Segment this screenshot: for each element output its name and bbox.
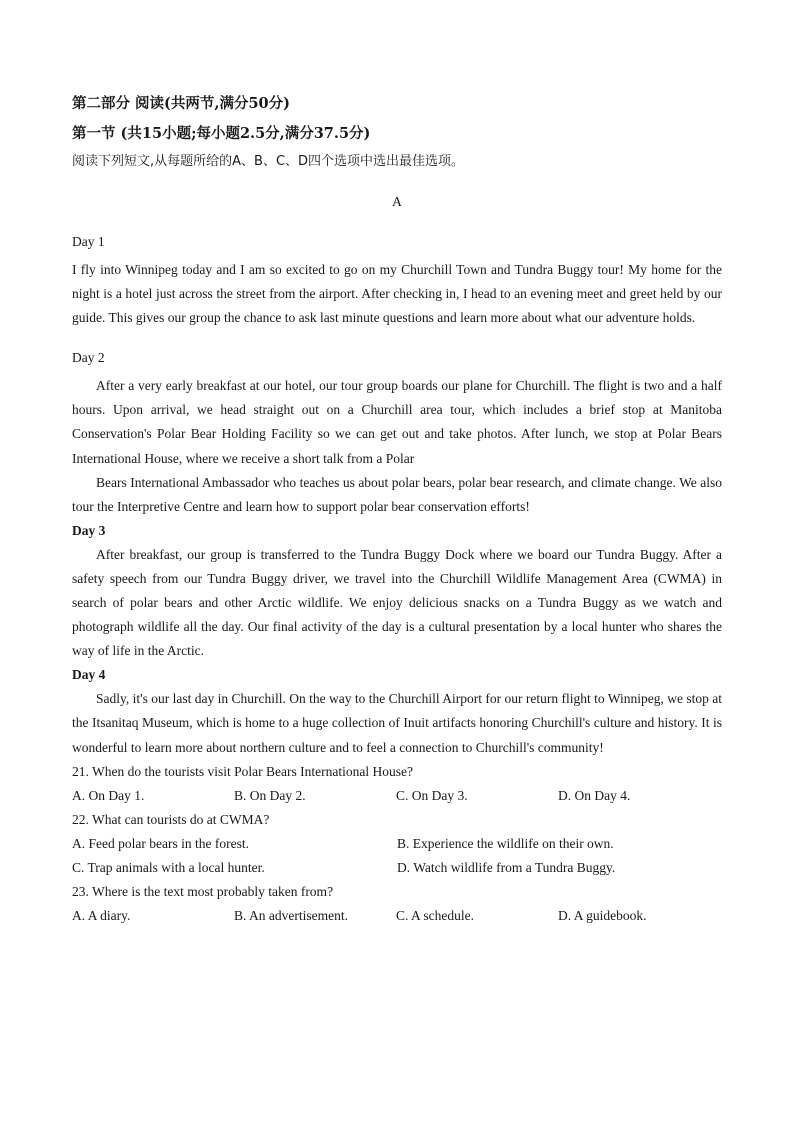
q23-option-b: B. An advertisement. <box>234 908 348 924</box>
exam-page <box>72 92 722 928</box>
question-22-options-row-1 <box>72 832 722 856</box>
day-4-label: Day 4 <box>72 667 106 683</box>
day-2-label: Day 2 <box>72 350 105 366</box>
day-1-label: Day 1 <box>72 234 105 249</box>
day-3-paragraph: After breakfast, our group is transferred to the Tundra Buggy Dock where we board our Tundra Buggy. After a safety speech from our Tundra Buggy driver, we travel into the Churchill Wildlife Management Area (CWMA) in search of polar bears and other Arctic wildlife. We enjoy delicious snacks on a Tundra Buggy as we watch and photograph wildlife all the day. Our final activity of the day is a cultural presentation by a local hunter who shares the way of life in the Arctic. <box>72 546 722 659</box>
question-22-options-row-2 <box>72 856 722 880</box>
question-21-stem: 21. When do the tourists visit Polar Bears International House? <box>72 763 413 779</box>
day-2-paragraph-2: Bears International Ambassador who teaches us about polar bears, polar bear research, and climate change. We also tour the Interpretive Centre and learn how to support polar bear conservation efforts! <box>72 474 722 514</box>
section-title: 第一节 (共15小题;每小题2.5分,满分37.5分) <box>72 125 371 142</box>
question-22-stem: 22. What can tourists do at CWMA? <box>72 811 270 827</box>
passage-letter: A <box>392 194 402 209</box>
q23-option-c: C. A schedule. <box>396 908 474 924</box>
q22-option-c: C. Trap animals with a local hunter. <box>72 859 265 875</box>
q21-option-c: C. On Day 3. <box>396 787 468 803</box>
q22-option-b: B. Experience the wildlife on their own. <box>397 835 614 851</box>
question-23-options <box>72 904 722 928</box>
q23-option-a: A. A diary. <box>72 908 131 924</box>
question-23-stem: 23. Where is the text most probably taken from? <box>72 884 334 900</box>
day-1-paragraph: I fly into Winnipeg today and I am so excited to go on my Churchill Town and Tundra Buggy tour! My home for the night is a hotel just across the street from the airport. After checking in, I head to an evening meet and greet held by our guide. This gives our group the chance to ask last minute questions and learn more about what our adventure holds. <box>72 262 722 326</box>
q21-option-a: A. On Day 1. <box>72 787 145 803</box>
day-2-paragraph-1: After a very early breakfast at our hotel, our tour group boards our plane for Churchill. The flight is two and a half hours. Upon arrival, we head straight out on a Churchill area tour, which includes a brief stop at Manitoba Conservation's Polar Bear Holding Facility so we can get out and take photos. After lunch, we stop at Polar Bears International House, where we receive a short talk from a Polar <box>72 378 722 466</box>
question-21-options <box>72 784 722 808</box>
q21-option-b: B. On Day 2. <box>234 787 306 803</box>
q23-option-d: D. A guidebook. <box>558 908 647 924</box>
instructions: 阅读下列短文,从每题所给的A、B、C、D四个选项中选出最佳选项。 <box>72 154 465 169</box>
day-4-paragraph: Sadly, it's our last day in Churchill. On the way to the Churchill Airport for our return flight to Winnipeg, we stop at the Itsanitaq Museum, which is home to a huge collection of Inuit artifacts honoring Churchill's culture and history. It is wonderful to learn more about northern culture and to feel a connection to Churchill's community! <box>72 691 722 755</box>
q21-option-d: D. On Day 4. <box>558 787 631 803</box>
day-3-label: Day 3 <box>72 522 106 538</box>
part-title: 第二部分 阅读(共两节,满分50分) <box>72 95 290 112</box>
q22-option-d: D. Watch wildlife from a Tundra Buggy. <box>397 859 616 875</box>
q22-option-a: A. Feed polar bears in the forest. <box>72 835 249 851</box>
